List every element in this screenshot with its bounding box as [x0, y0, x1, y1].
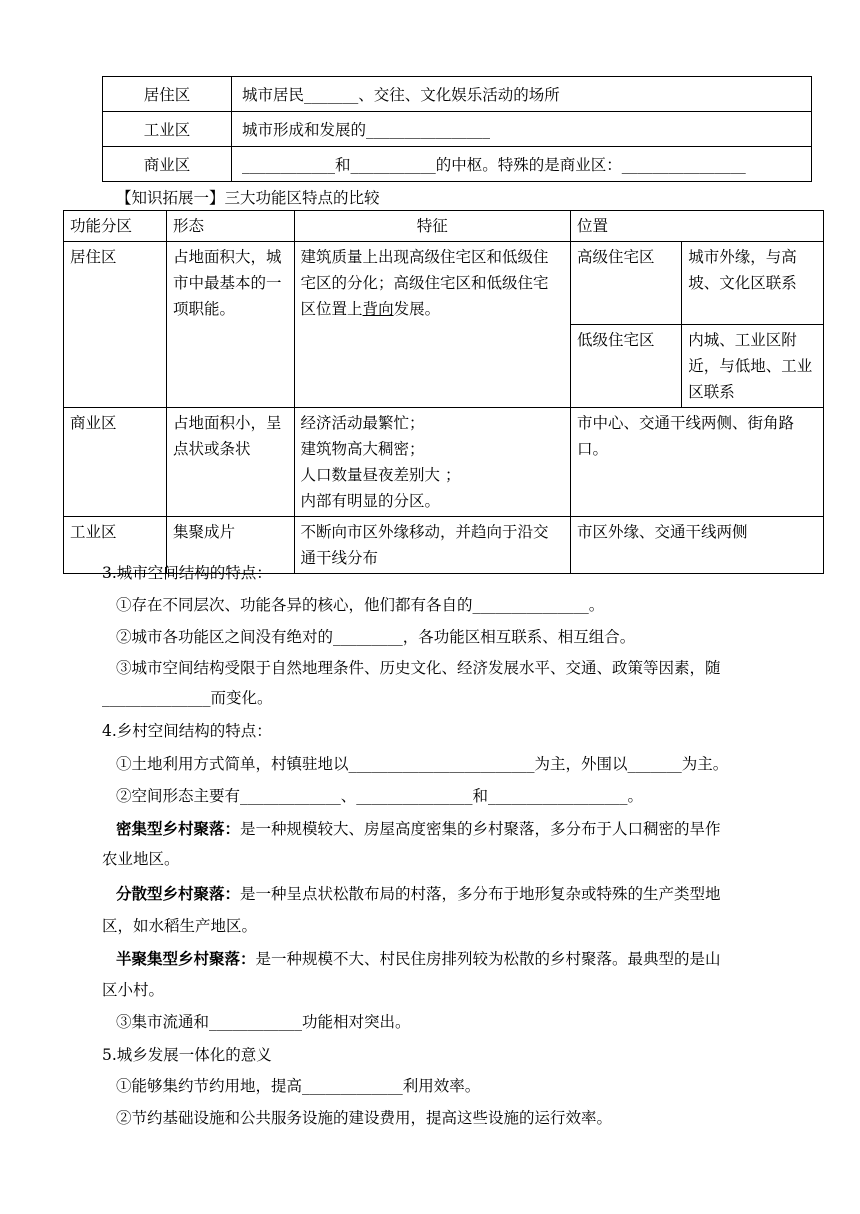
comparison-table — [63, 210, 824, 574]
area-name: 商业区 — [103, 147, 232, 182]
list-item: ③城市空间结构受限于自然地理条件、历史文化、经济发展水平、交通、政策等因素，随 — [116, 659, 721, 677]
header-cell: 特征 — [294, 211, 570, 242]
area-feature: 不断向市区外缘移动，并趋向于沿交通干线分布 — [294, 517, 570, 574]
area-desc: ____________和___________的中枢。特殊的是商业区：________________ — [232, 147, 812, 182]
table-row — [64, 242, 824, 325]
table-row — [103, 77, 812, 112]
header-cell: 形态 — [167, 211, 295, 242]
list-item: ③集市流通和____________功能相对突出。 — [116, 1013, 411, 1031]
area-name: 商业区 — [64, 408, 167, 517]
area-form: 占地面积大，城市中最基本的一项职能。 — [167, 242, 295, 408]
term: 半聚集型乡村聚落： — [116, 949, 256, 968]
table-header-row — [64, 211, 824, 242]
settlement-type: 密集型乡村聚落：是一种规模较大、房屋高度密集的乡村聚落，多分布于人口稠密的旱作 — [116, 819, 721, 838]
settlement-type: 半聚集型乡村聚落：是一种规模不大、村民住房排列较为松散的乡村聚落。最典型的是山 — [116, 949, 721, 968]
sub-area-location: 内城、工业区附近，与低地、工业区联系 — [682, 325, 824, 408]
table-row — [64, 408, 824, 517]
list-item: ②空间形态主要有_____________、_______________和__________________。 — [116, 787, 644, 805]
area-location: 市中心、交通干线两侧、街角路口。 — [571, 408, 824, 517]
list-item: ②节约基础设施和公共服务设施的建设费用，提高这些设施的运行效率。 — [116, 1109, 613, 1127]
area-feature: 经济活动最繁忙； 建筑物高大稠密； 人口数量昼夜差别大 ； 内部有明显的分区。 — [294, 408, 570, 517]
term: 分散型乡村聚落： — [116, 884, 241, 903]
area-name: 居住区 — [64, 242, 167, 408]
area-form: 集聚成片 — [167, 517, 295, 574]
area-name: 居住区 — [103, 77, 232, 112]
table-row — [103, 147, 812, 182]
section-title: 3.城市空间结构的特点： — [102, 564, 272, 582]
sub-area-location: 城市外缘，与高坡、文化区联系 — [682, 242, 824, 325]
list-item: ②城市各功能区之间没有绝对的_________，各功能区相互联系、相互组合。 — [116, 628, 636, 646]
extension-title: 【知识拓展一】三大功能区特点的比较 — [116, 189, 380, 207]
area-location: 市区外缘、交通干线两侧 — [571, 517, 824, 574]
area-desc: 城市居民_______、交往、文化娱乐活动的场所 — [232, 77, 812, 112]
area-desc: 城市形成和发展的________________ — [232, 112, 812, 147]
header-cell: 功能分区 — [64, 211, 167, 242]
area-form: 占地面积小，呈点状或条状 — [167, 408, 295, 517]
settlement-type-continued: 区小村。 — [102, 981, 165, 999]
term: 密集型乡村聚落： — [116, 819, 241, 838]
list-item: ①能够集约节约用地，提高_____________利用效率。 — [116, 1077, 481, 1095]
header-cell: 位置 — [571, 211, 824, 242]
area-name: 工业区 — [103, 112, 232, 147]
settlement-type: 分散型乡村聚落：是一种呈点状松散布局的村落，多分布于地形复杂或特殊的生产类型地 — [116, 884, 721, 903]
sub-area-label: 低级住宅区 — [571, 325, 682, 408]
list-item: ①存在不同层次、功能各异的核心，他们都有各自的_______________。 — [116, 596, 605, 614]
list-item: ①土地利用方式简单，村镇驻地以________________________为主，外围以_______为主。 — [116, 755, 729, 773]
list-item-continued: ______________而变化。 — [102, 689, 273, 707]
settlement-type-continued: 农业地区。 — [102, 850, 180, 868]
section-title: 4.乡村空间结构的特点： — [102, 722, 272, 740]
area-feature: 建筑质量上出现高级住宅区和低级住宅区的分化；高级住宅区和低级住宅区位置上背向发展。 — [294, 242, 570, 408]
table-row — [103, 112, 812, 147]
section-title: 5.城乡发展一体化的意义 — [102, 1046, 272, 1064]
settlement-type-continued: 区，如水稻生产地区。 — [102, 917, 258, 935]
sub-area-label: 高级住宅区 — [571, 242, 682, 325]
area-name: 工业区 — [64, 517, 167, 574]
function-area-table — [102, 76, 812, 182]
underlined-term: 背向 — [362, 300, 394, 318]
